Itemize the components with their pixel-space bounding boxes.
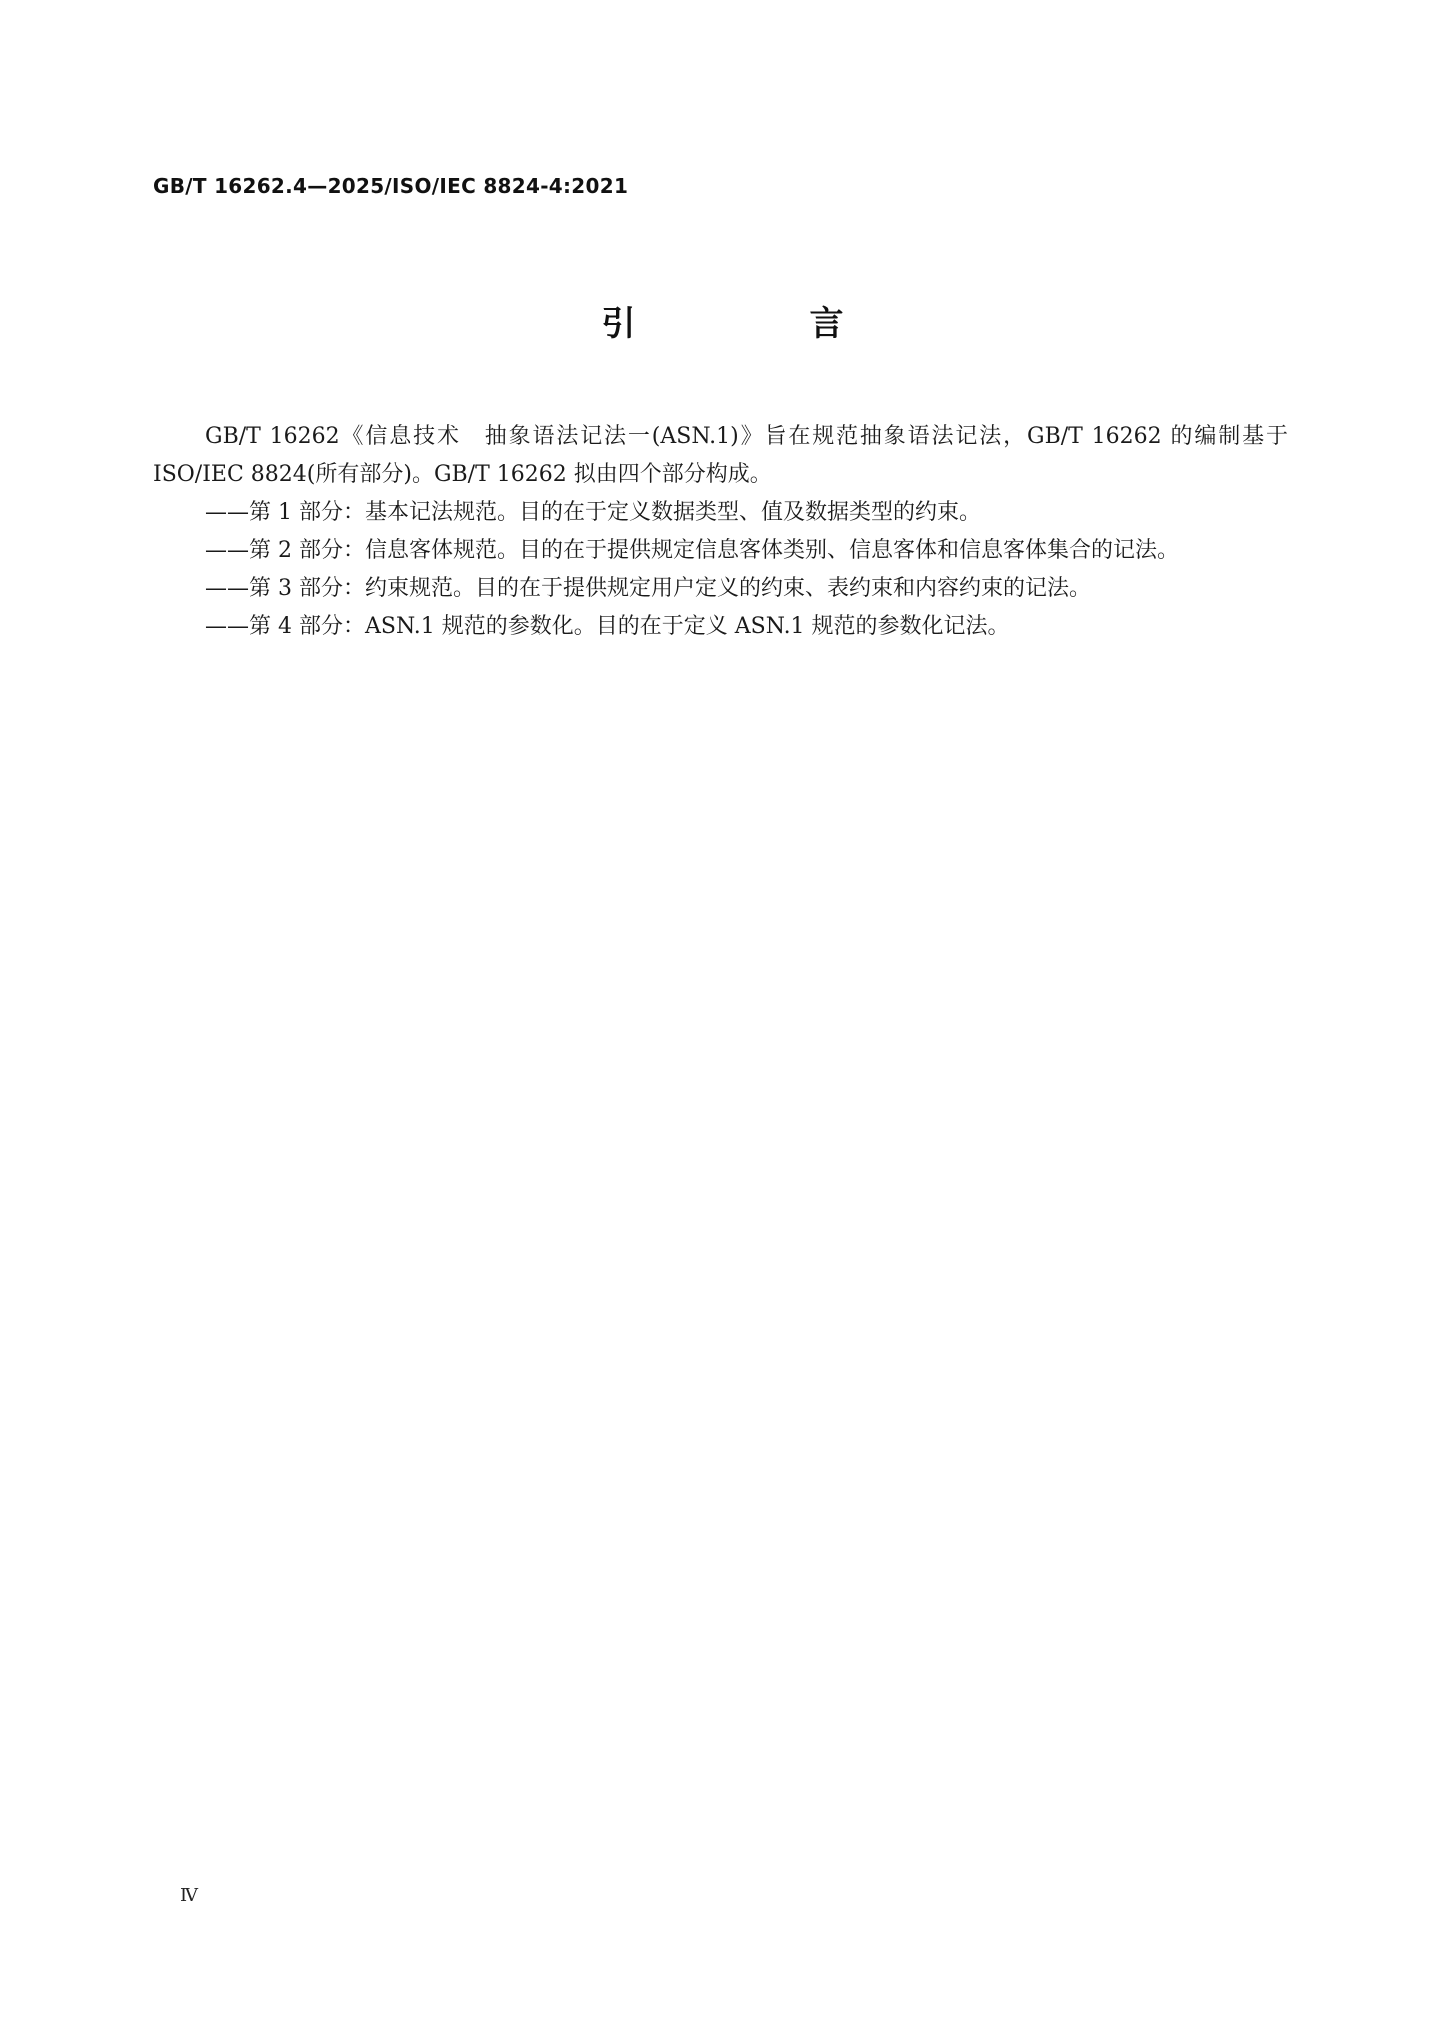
list-item-part-1: ——第 1 部分：基本记法规范。目的在于定义数据类型、值及数据类型的约束。 <box>205 500 981 525</box>
list-item-part-3: ——第 3 部分：约束规范。目的在于提供规定用户定义的约束、表约束和内容约束的记法。 <box>205 576 1091 601</box>
standard-header: GB/T 16262.4—2025/ISO/IEC 8824-4:2021 <box>153 174 629 198</box>
list-item-part-4: ——第 4 部分：ASN.1 规范的参数化。目的在于定义 ASN.1 规范的参数化记法。 <box>205 614 1010 639</box>
page-title: 引 言 <box>601 304 914 344</box>
introduction-body <box>153 418 1288 646</box>
list-item-part-2: ——第 2 部分：信息客体规范。目的在于提供规定信息客体类别、信息客体和信息客体集合的记法。 <box>205 538 1179 563</box>
intro-paragraph: GB/T 16262《信息技术 抽象语法记法一(ASN.1)》旨在规范抽象语法记法，GB/T 16262 的编制基于 ISO/IEC 8824(所有部分)。GB/T 16262 拟由四个部分构成。 <box>153 424 1288 487</box>
page-number: Ⅳ <box>180 1885 198 1906</box>
